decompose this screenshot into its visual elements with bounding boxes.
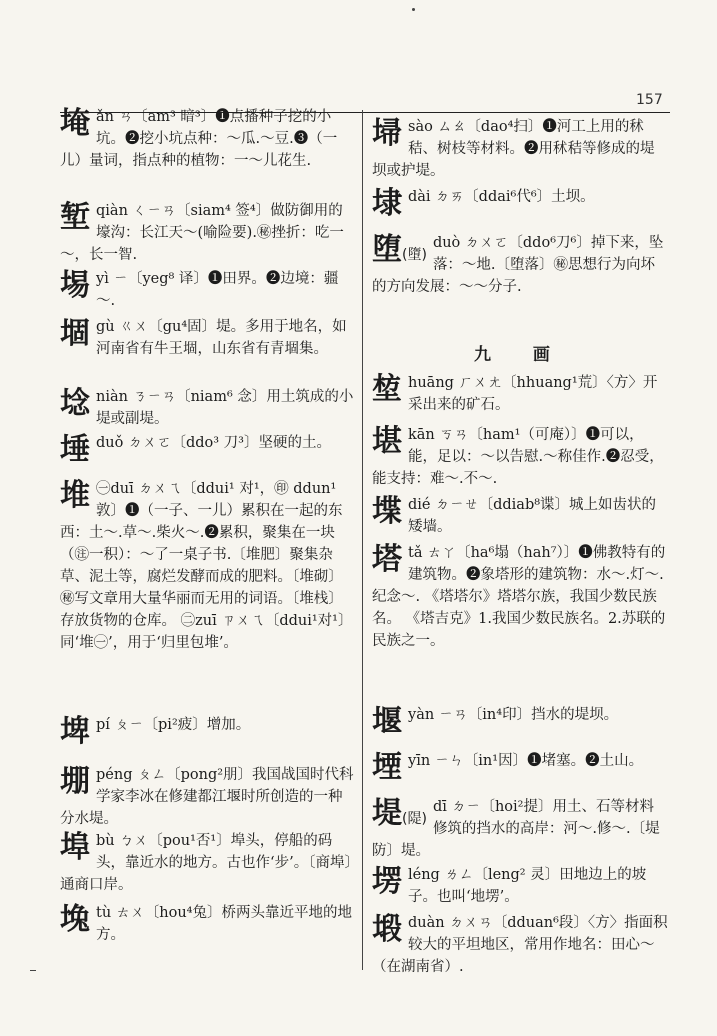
dictionary-entry <box>372 372 668 416</box>
dictionary-entry <box>372 912 668 978</box>
headword: 堑 <box>60 200 90 235</box>
print-speck <box>30 970 36 971</box>
entry-text: yàn ㄧㄢ〔in⁴印〕挡水的堤坝。 <box>408 707 619 723</box>
dictionary-entry <box>372 750 668 786</box>
entry-text: dié ㄉㄧㄝ〔ddiab⁸谍〕城上如齿状的矮墙。 <box>408 497 657 535</box>
headword: 堍 <box>60 902 90 937</box>
dictionary-entry <box>60 432 354 468</box>
entry-text: sào ㄙㄠ〔dao⁴扫〕❶河工上用的秫秸、树枝等材料。❷用秫秸等修成的堤坝或护堤。 <box>372 119 655 179</box>
dictionary-entry <box>372 424 668 490</box>
dictionary-entry <box>372 186 668 222</box>
dictionary-entry <box>60 478 354 654</box>
entry-text: tù ㄊㄨ〔hou⁴兔〕桥两头靠近平地的地方。 <box>96 905 352 943</box>
headword: 塔 <box>372 542 402 577</box>
entry-text: ǎn ㄢ〔am³ 暗³〕❶点播种子挖的小坑。❷挖小坑点种：～瓜.～豆.❸（一儿）量词，指点种的植物：一～儿花生. <box>60 109 338 169</box>
headword: 塅 <box>372 912 402 947</box>
headword: 堕(墮) <box>372 232 427 267</box>
entry-text: bù ㄅㄨ〔pou¹否¹〕埠头，停船的码头，靠近水的地方。古也作‘步’。〔商埠〕通商口岸。 <box>60 833 352 893</box>
dictionary-entry <box>60 714 354 750</box>
headword: 堪 <box>372 424 402 459</box>
headword: 堆 <box>60 478 90 513</box>
headword: 埝 <box>60 386 90 421</box>
headword: 堞 <box>372 494 402 529</box>
dictionary-entry <box>372 494 668 538</box>
entry-text: duò ㄉㄨㄛ〔ddo⁶刀⁶〕掉下来，坠落：～地.〔堕落〕㊙思想行为向坏的方向发展：～～分子. <box>372 235 664 295</box>
dictionary-entry <box>60 106 354 172</box>
entry-text: niàn ㄋㄧㄢ〔niam⁶ 念〕用土筑成的小堤或副堤。 <box>96 389 354 427</box>
headword: 埵 <box>60 432 90 467</box>
headword: 埠 <box>60 830 90 865</box>
entry-text: duàn ㄉㄨㄢ〔dduan⁶段〕〈方〉指面积较大的平坦地区，常用作地名：田心～（在湖南省）. <box>372 915 668 975</box>
dictionary-entry <box>60 830 354 896</box>
dictionary-entry <box>372 542 668 652</box>
headword: 埭 <box>372 186 402 221</box>
headword: 堌 <box>60 316 90 351</box>
entry-text: qiàn ㄑㄧㄢ〔siam⁴ 签⁴〕做防御用的壕沟：长江天～(喻险要).㊙挫折：吃一～，长一智. <box>60 203 344 263</box>
headword: 埤 <box>60 714 90 749</box>
headword: 堙 <box>372 750 402 785</box>
headword: 埸 <box>60 268 90 303</box>
dictionary-entry <box>60 200 354 266</box>
headword: 堤(隄) <box>372 796 427 831</box>
entry-text: ㊀duī ㄉㄨㄟ〔ddui¹ 对¹，㊞ ddun¹敦〕❶（一子、一儿）累积在一起的东西：土～.草～.柴火～.❷累积，聚集在一块（㊟一积）：～了一桌子书.〔堆肥〕聚集杂草、泥土等，腐烂发酵而成的肥料。〔堆砌〕㊙写文章用大量华丽而无用的词语。〔堆栈〕存放货物的仓库。 ㊁zuī ㄗㄨㄟ〔ddui¹对¹〕同‘堆㊀’，用于‘归里包堆’。 <box>60 481 353 651</box>
dictionary-entry <box>372 796 668 862</box>
dictionary-entry <box>60 764 354 830</box>
headword: 埽 <box>372 116 402 151</box>
dictionary-entry <box>60 316 354 360</box>
headword: 塄 <box>372 864 402 899</box>
entry-text: yì ㄧ〔yeg⁸ 译〕❶田界。❷边境：疆～. <box>96 271 339 309</box>
entry-text: huāng ㄏㄨㄤ〔hhuang¹荒〕〈方〉开采出来的矿石。 <box>408 375 658 413</box>
print-speck <box>412 8 415 11</box>
headword: 堏 <box>372 372 402 407</box>
entry-text: tǎ ㄊㄚ〔ha⁶塌（hah⁷）〕❶佛教特有的建筑物。❷象塔形的建筑物：水～.灯～.纪念～. 《塔塔尔》塔塔尔族，我国少数民族名。 《塔吉克》1.我国少数民族名。2.苏联的民族之一。 <box>372 545 666 649</box>
entry-text: duǒ ㄉㄨㄛ〔ddo³ 刀³〕坚硬的土。 <box>96 435 331 451</box>
column-divider <box>362 110 363 970</box>
section-title: 九 画 <box>474 345 568 365</box>
headword: 堰 <box>372 704 402 739</box>
dictionary-entry <box>372 864 668 908</box>
headword-variant: (墮) <box>402 247 427 263</box>
dictionary-entry <box>372 232 668 298</box>
dictionary-entry <box>372 704 668 740</box>
dictionary-entry <box>372 116 668 182</box>
entry-text: gù ㄍㄨ〔gu⁴固〕堤。多用于地名，如河南省有牛王堌，山东省有青堌集。 <box>96 319 347 357</box>
dictionary-entry <box>60 268 354 312</box>
entry-text: yīn ㄧㄣ〔in¹因〕❶堵塞。❷土山。 <box>408 753 644 769</box>
dictionary-entry <box>60 386 354 430</box>
headword: 埯 <box>60 106 90 141</box>
page-number: 157 <box>636 92 663 108</box>
entry-text: kān ㄎㄢ〔ham¹（可庵）〕❶可以，能，足以：～以告慰.～称佳作.❷忍受，能支持：难～.不～. <box>372 427 664 487</box>
entry-text: léng ㄌㄥ〔leng² 灵〕田地边上的坡子。也叫‘地塄’。 <box>408 867 647 905</box>
entry-text: pí ㄆㄧ〔pi²疲〕增加。 <box>96 717 251 733</box>
entry-text: dài ㄉㄞ〔ddai⁶代⁶〕土坝。 <box>408 189 595 205</box>
entry-text: péng ㄆㄥ〔pong²朋〕我国战国时代科学家李冰在修建都江堰时所创造的一种分水堤。 <box>60 767 354 827</box>
headword: 堋 <box>60 764 90 799</box>
headword-variant: (隄) <box>402 811 427 827</box>
entry-text: dī ㄉㄧ〔hoi²提〕用土、石等材料修筑的挡水的高岸：河～.修～.〔堤防〕堤。 <box>372 799 660 859</box>
dictionary-entry <box>60 902 354 946</box>
